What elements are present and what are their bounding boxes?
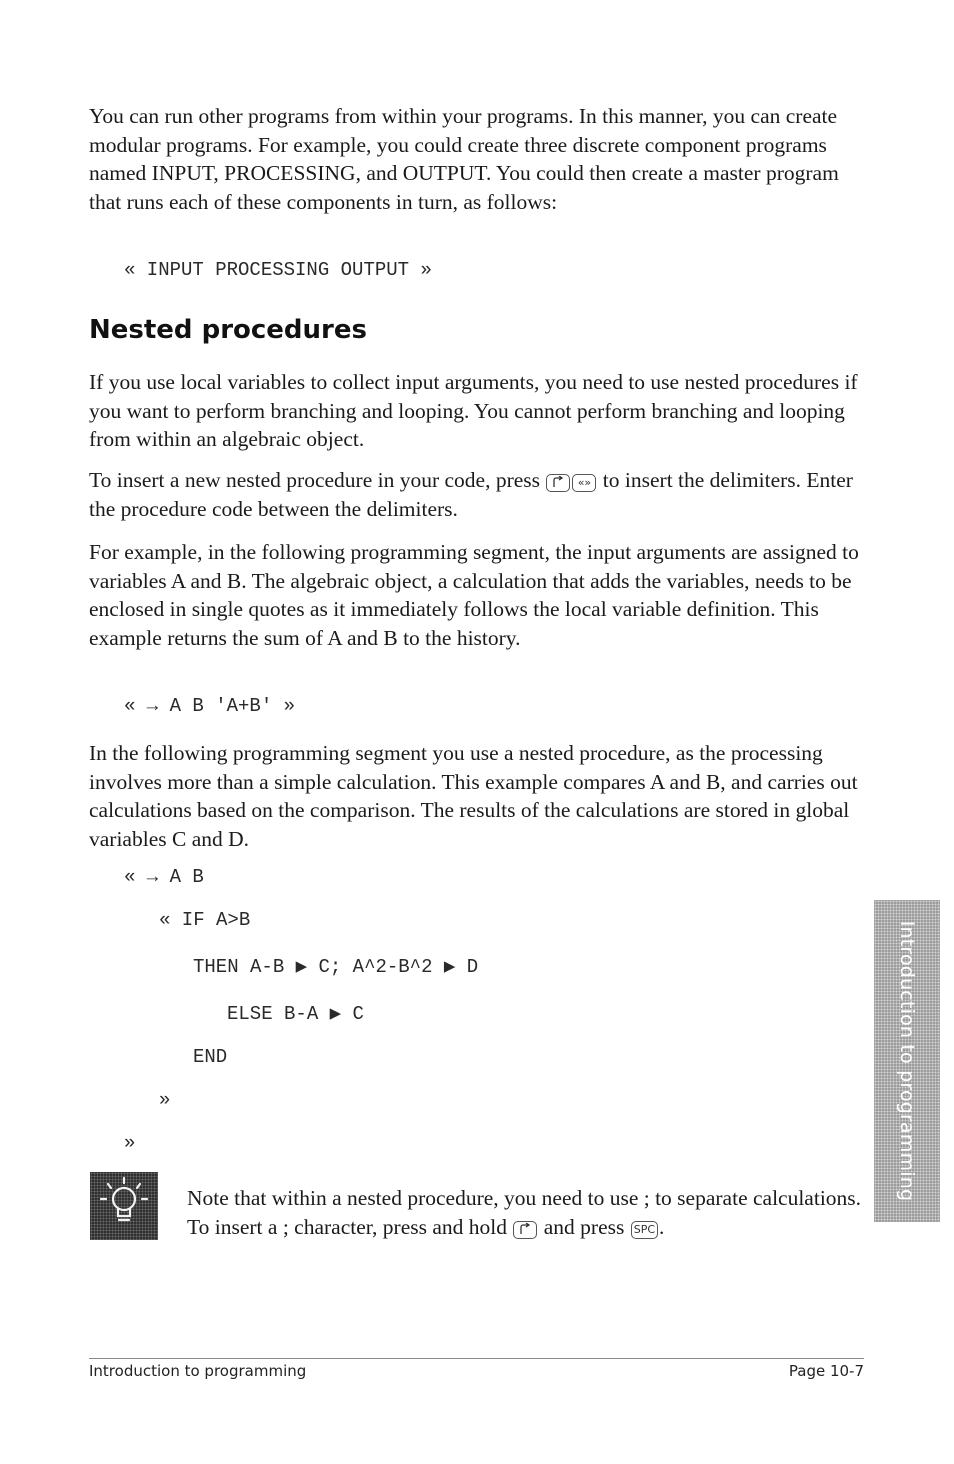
- code-line-6: »: [159, 1089, 171, 1111]
- section-heading: Nested procedures: [89, 315, 367, 345]
- footer-chapter-title: Introduction to programming: [89, 1362, 307, 1380]
- section-paragraph-1: If you use local variables to collect input arguments, you need to use nested procedures if you want to perform branching and looping. You cannot perform branching and looping from within an algebraic object.: [89, 370, 858, 452]
- note-after: .: [659, 1214, 665, 1239]
- intro-paragraph: You can run other programs from within your programs. In this manner, you can create modular programs. For example, you could create three discrete component programs named INPUT, PROCESSING, and OUTPUT. You could then create a master program that runs each of these components in turn, as follows:: [89, 104, 839, 214]
- code-line-3: THEN A-B ▶ C; A^2-B^2 ▶ D: [193, 956, 479, 978]
- right-shift-key-icon: [546, 474, 570, 492]
- right-shift-key-icon: [513, 1221, 537, 1239]
- chapter-side-tab: [874, 900, 940, 1222]
- section-paragraph-3: For example, in the following programming segment, the input arguments are assigned to variables A and B. The algebraic object, a calculation that adds the variables, needs to be enclosed in single quotes as it immediately follows the local variable definition. This example returns the sum of A and B to the history.: [89, 540, 859, 650]
- code-line-5: END: [193, 1046, 228, 1068]
- code-line-2: « IF A>B: [159, 909, 251, 931]
- code-line-7: »: [124, 1132, 136, 1154]
- delimiter-key: «»: [572, 474, 596, 492]
- section-paragraph-2: [89, 466, 864, 523]
- note-before: Note that within a nested procedure, you need to use ; to separate calculations. To insert a ; character, press and hold: [187, 1186, 862, 1239]
- intro-code: « INPUT PROCESSING OUTPUT »: [124, 259, 432, 281]
- code-example-1: « → A B 'A+B' »: [124, 695, 296, 717]
- para2-before: To insert a new nested procedure in your code, press: [89, 468, 541, 492]
- page-number: Page 10-7: [788, 1362, 864, 1380]
- footer-divider: [89, 1358, 864, 1359]
- chapter-tab-label: Introduction to programming: [896, 920, 918, 1202]
- space-key: SPC: [631, 1221, 658, 1239]
- note-text: [187, 1184, 867, 1241]
- section-paragraph-4: In the following programming segment you use a nested procedure, as the processing involves more than a simple calculation. This example compares A and B, and carries out calculations based on the comparison. The results of the calculations are stored in global variables C and D.: [89, 741, 858, 851]
- code-line-1: « → A B: [124, 866, 204, 888]
- note-middle: and press: [543, 1214, 625, 1239]
- code-line-4: ELSE B-A ▶ C: [227, 1003, 364, 1025]
- para2-after: to insert the delimiters. Enter the procedure code between the delimiters.: [89, 468, 853, 521]
- lightbulb-icon: [90, 1172, 158, 1240]
